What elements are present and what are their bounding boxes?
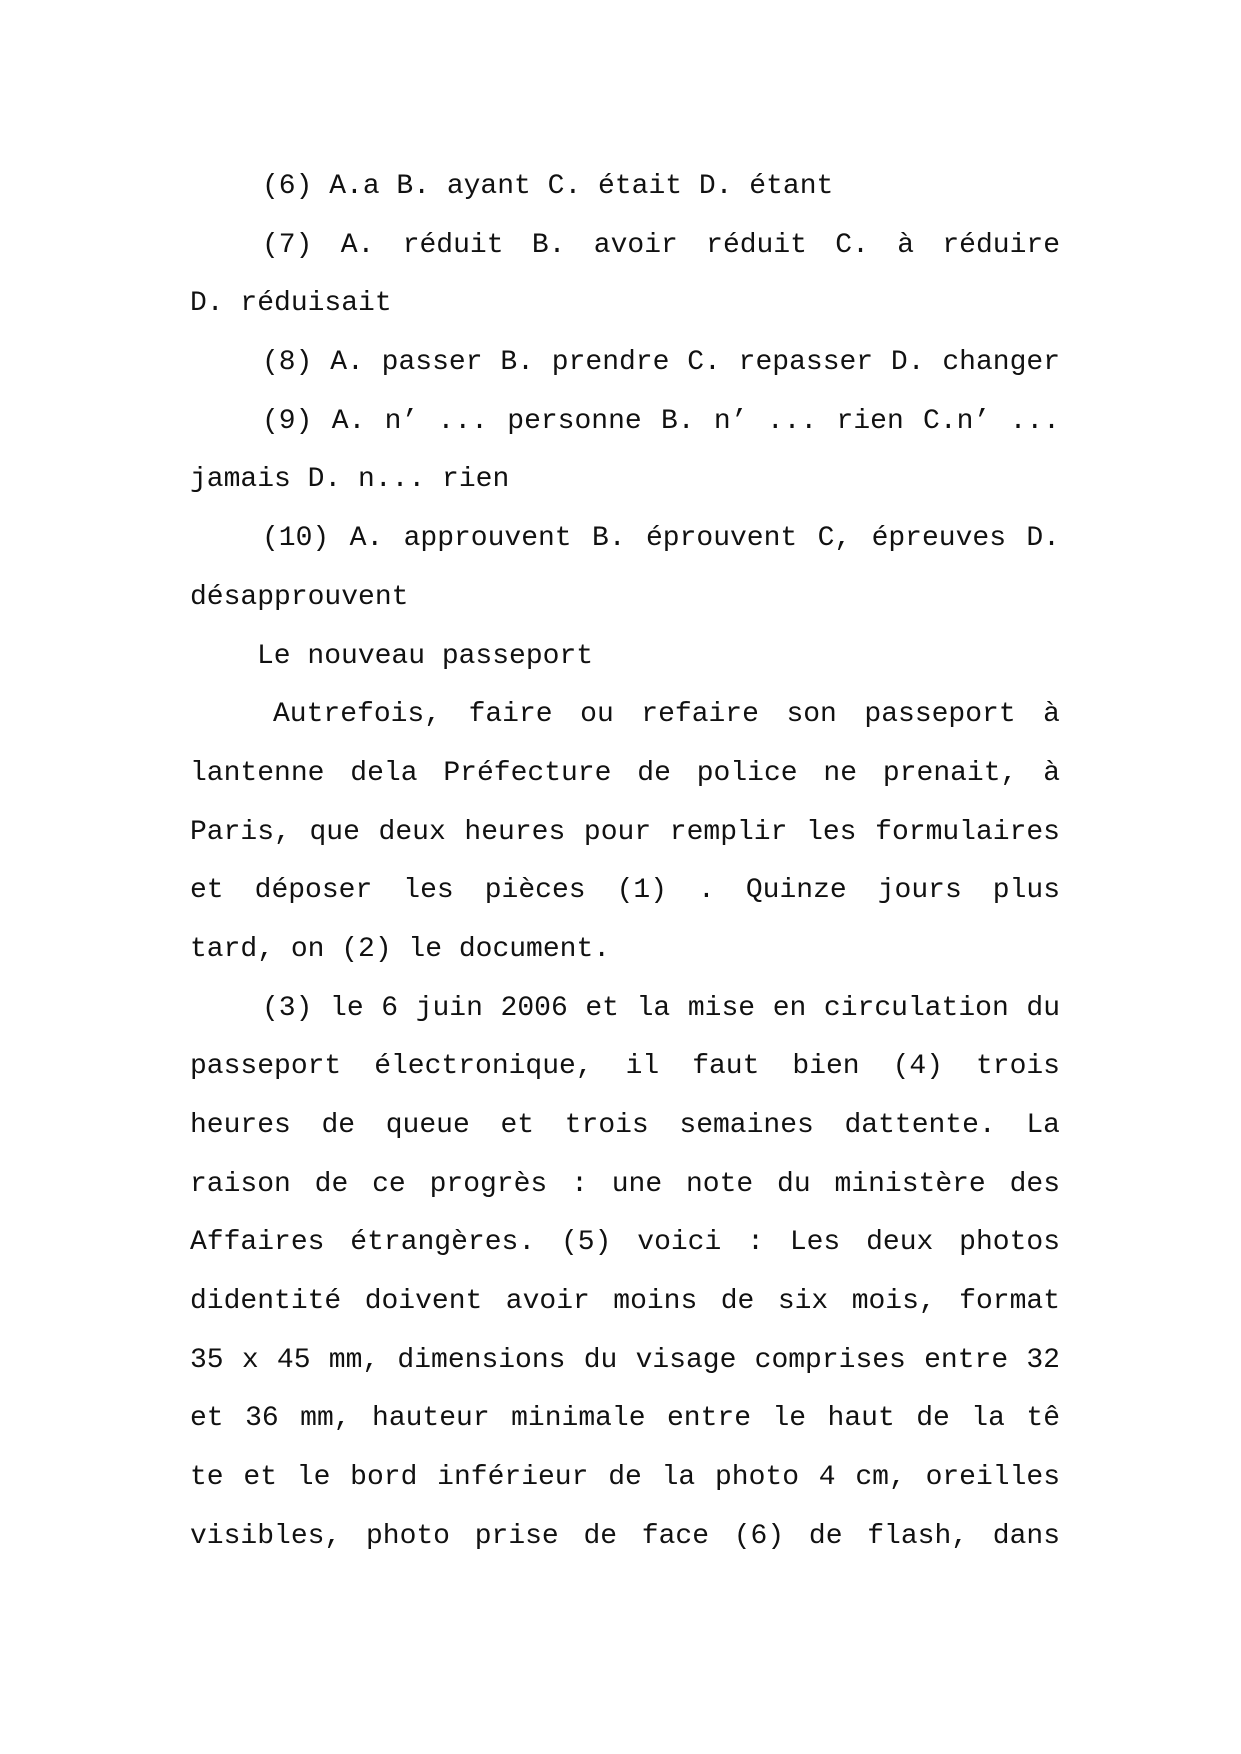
document-page [190, 158, 1060, 1567]
article-line: heures de queue et trois semaines dattente. La [190, 1110, 1060, 1141]
article-line: et déposer les pièces (1) . Quinze jours plus [190, 875, 1060, 907]
question-6: (6) A.a B. ayant C. était D. étant [262, 171, 834, 202]
article-line: te et le bord inférieur de la photo 4 cm, oreilles [190, 1462, 1060, 1494]
question-9: (9) A. n’ ... personne B. n’ ... rien C.n’ ... [262, 405, 1060, 437]
article-title: Le nouveau passeport [257, 640, 594, 672]
question-10: (10) A. approuvent B. éprouvent C, épreuves D. [262, 523, 1060, 555]
article-line: didentité doivent avoir moins de six mois, format [190, 1286, 1060, 1318]
question-7: (7) A. réduit B. avoir réduit C. à réduire [262, 229, 1060, 261]
article-line: Autrefois, faire ou refaire son passeport à [273, 699, 1060, 731]
question-9-continued: jamais D. n... rien [190, 464, 510, 496]
article-line: visibles, photo prise de face (6) de flash, dans [190, 1520, 1060, 1552]
article-line: Affaires étrangères. (5) voici : Les deux photos [190, 1227, 1060, 1259]
article-line: (3) le 6 juin 2006 et la mise en circulation du [262, 992, 1060, 1024]
article-line: et 36 mm, hauteur minimale entre le haut de la tê [190, 1403, 1060, 1435]
article-line: tard, on (2) le document. [190, 933, 611, 965]
question-7-continued: D. réduisait [190, 288, 392, 320]
article-line: raison de ce progrès : une note du ministère des [190, 1168, 1060, 1200]
article-line: Paris, que deux heures pour remplir les formulaires [190, 816, 1060, 848]
question-10-continued: désapprouvent [190, 581, 409, 613]
article-line: lantenne dela Préfecture de police ne prenait, à [190, 757, 1060, 789]
article-line: 35 x 45 mm, dimensions du visage comprises entre 32 [190, 1344, 1060, 1376]
article-line: passeport électronique, il faut bien (4) trois [190, 1051, 1060, 1083]
question-8: (8) A. passer B. prendre C. repasser D. changer [262, 347, 1060, 379]
